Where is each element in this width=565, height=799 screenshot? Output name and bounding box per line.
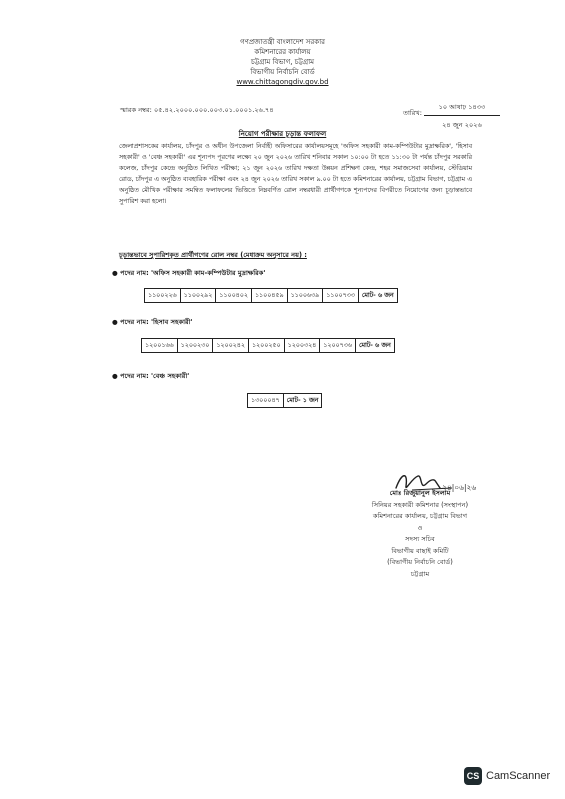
header-division: চট্টগ্রাম বিভাগ, চট্টগ্রাম: [250, 58, 315, 66]
post-label: পদের নাম:: [120, 318, 149, 326]
recommended-subheading: চূড়ান্তভাবে সুপারিশকৃত প্রার্থীগণের রোল নম্বর (মেধাক্রম অনুসারে নয়) :: [119, 251, 307, 259]
roll-cell: ১৩০০০৪৭: [248, 394, 284, 408]
roll-cell: ১১০০৭৩৩: [323, 289, 359, 303]
bullet-icon: ●: [112, 269, 118, 277]
roll-cell: ১১০০৬৩৯: [287, 289, 323, 303]
bullet-icon: ●: [112, 372, 118, 380]
date-label: তারিখ:: [403, 109, 422, 117]
post-label: পদের নাম:: [120, 372, 149, 380]
date-english: ২৪ জুন ২০২৬: [442, 121, 482, 129]
roll-cell: ১২০০৩২৪: [284, 339, 320, 353]
post-name: 'বেঞ্চ সহকারী': [151, 372, 190, 380]
table-row: [248, 394, 322, 408]
roll-cell: ১২০০২৪২: [213, 339, 249, 353]
signatory-city: চট্টগ্রাম: [410, 569, 430, 578]
total-cell: মোট- ১ জন: [283, 394, 322, 408]
post-name: 'হিসাব সহকারী': [151, 318, 193, 326]
camscanner-brand: CamScanner: [486, 770, 551, 782]
camscanner-logo-icon: CS: [464, 767, 482, 785]
roll-cell: ১২০০১৬৬: [142, 339, 178, 353]
signatory-board: (বিভাগীয় নির্বাচনি বোর্ড): [387, 558, 453, 566]
signatory-block: [300, 488, 540, 580]
post-3-roll-table: [247, 393, 322, 408]
total-cell: মোট- ৬ জন: [358, 289, 397, 303]
header-board: বিভাগীয় নির্বাচনি বোর্ড: [250, 68, 315, 76]
roll-cell: ১১০০৪৫৯: [251, 289, 287, 303]
roll-cell: ১১০০২৯২: [180, 289, 216, 303]
header-govt: গণপ্রজাতন্ত্রী বাংলাদেশ সরকার: [240, 38, 325, 46]
header-website-link[interactable]: www.chittagongdiv.gov.bd: [236, 78, 329, 86]
signatory-designation: সিনিয়র সহকারী কমিশনার (সংস্থাপন): [371, 500, 469, 509]
post-1-roll-table: [144, 288, 398, 303]
roll-cell: ১১০০৪০২: [216, 289, 252, 303]
camscanner-watermark: [464, 767, 550, 785]
signature-date: ২৪|০৬|২৬: [442, 483, 477, 492]
bullet-icon: ●: [112, 318, 118, 326]
table-row: [142, 339, 395, 353]
notice-title: নিয়োগ পরীক্ষার চূড়ান্ত ফলাফল: [238, 130, 327, 138]
letterhead: [0, 37, 565, 87]
post-label: পদের নাম:: [120, 269, 149, 277]
body-paragraph: জেলাপ্রশাসকের কার্যালয়, চাঁদপুর ও অধীন উপজেলা নির্বাহী অফিসারের কার্যালয়সমূহে 'অফিস সহকারী কাম-কম্পিউটার মুদ্রাক্ষরিক', 'হিসাব সহকারী' ও 'বেঞ্চ সহকারী' এর শূন্যপদ পূরণের লক্ষ্যে ২০ জুন ২০২৬ তারিখ শনিবার সকাল ১০:০০ টা হতে ১১:৩০ টা পর্যন্ত চাঁদপুর সরকারি কলেজ, চাঁদপুর কেন্দ্রে অনুষ্ঠিত লিখিত পরীক্ষা; ২১ জুন ২০২৬ তারিখ দক্ষতা উন্নয়ন প্রশিক্ষণ কেন্দ্র, শহর সমাজসেবা কার্যালয়, স্টেডিয়াম রোড, চাঁদপুর এ অনুষ্ঠিত ব্যবহারিক পরীক্ষা এবং ২৪ জুন ২০২৬ তারিখ সকাল ৯.০০ টা হতে কমিশনারের কার্যালয়, চট্টগ্রাম বিভাগ, চট্টগ্রাম এ অনুষ্ঠিত মৌখিক পরীক্ষার সমন্বিত ফলাফলের ভিত্তিতে নিম্নবর্ণিত রোল নম্বরধারী প্রার্থীগণকে শূন্যপদের বিপরীতে নিয়োগের জন্য চূড়ান্তভাবে সুপারিশ করা হলো।: [119, 143, 472, 205]
total-cell: মোট- ৬ জন: [355, 339, 394, 353]
roll-cell: ১২০০২৩০: [177, 339, 213, 353]
roll-cell: ১২০০২৫০: [248, 339, 284, 353]
date-bangla: ১০ আষাঢ় ১৪৩৩: [424, 101, 500, 116]
roll-cell: ১১০০২২৬: [145, 289, 181, 303]
signatory-conjunction: ও: [417, 523, 423, 532]
signatory-name: মোঃ রিজুয়ানুল ইসলাম: [389, 489, 451, 497]
signatory-committee: বিভাগীয় বাছাই কমিটি: [391, 546, 449, 555]
post-3-heading: [112, 370, 189, 382]
table-row: [145, 289, 398, 303]
header-office: কমিশনারের কার্যালয়: [254, 48, 311, 56]
post-name: 'অফিস সহকারী কাম-কম্পিউটার মুদ্রাক্ষরিক': [151, 269, 266, 277]
signatory-office: কমিশনারের কার্যালয়, চট্টগ্রাম বিভাগ: [372, 512, 468, 520]
post-1-heading: [112, 267, 265, 279]
roll-cell: ১২০০৭৩৬: [320, 339, 356, 353]
memo-number: স্মারক নম্বর: ০৫.৪২.২০০০.০০০.০০৩.০১.০০০১.২৬.৭৪: [120, 106, 274, 114]
post-2-roll-table: [141, 338, 395, 353]
date-block: [424, 101, 500, 131]
post-2-heading: [112, 316, 193, 328]
signatory-role: সদস্য সচিব: [405, 535, 435, 543]
